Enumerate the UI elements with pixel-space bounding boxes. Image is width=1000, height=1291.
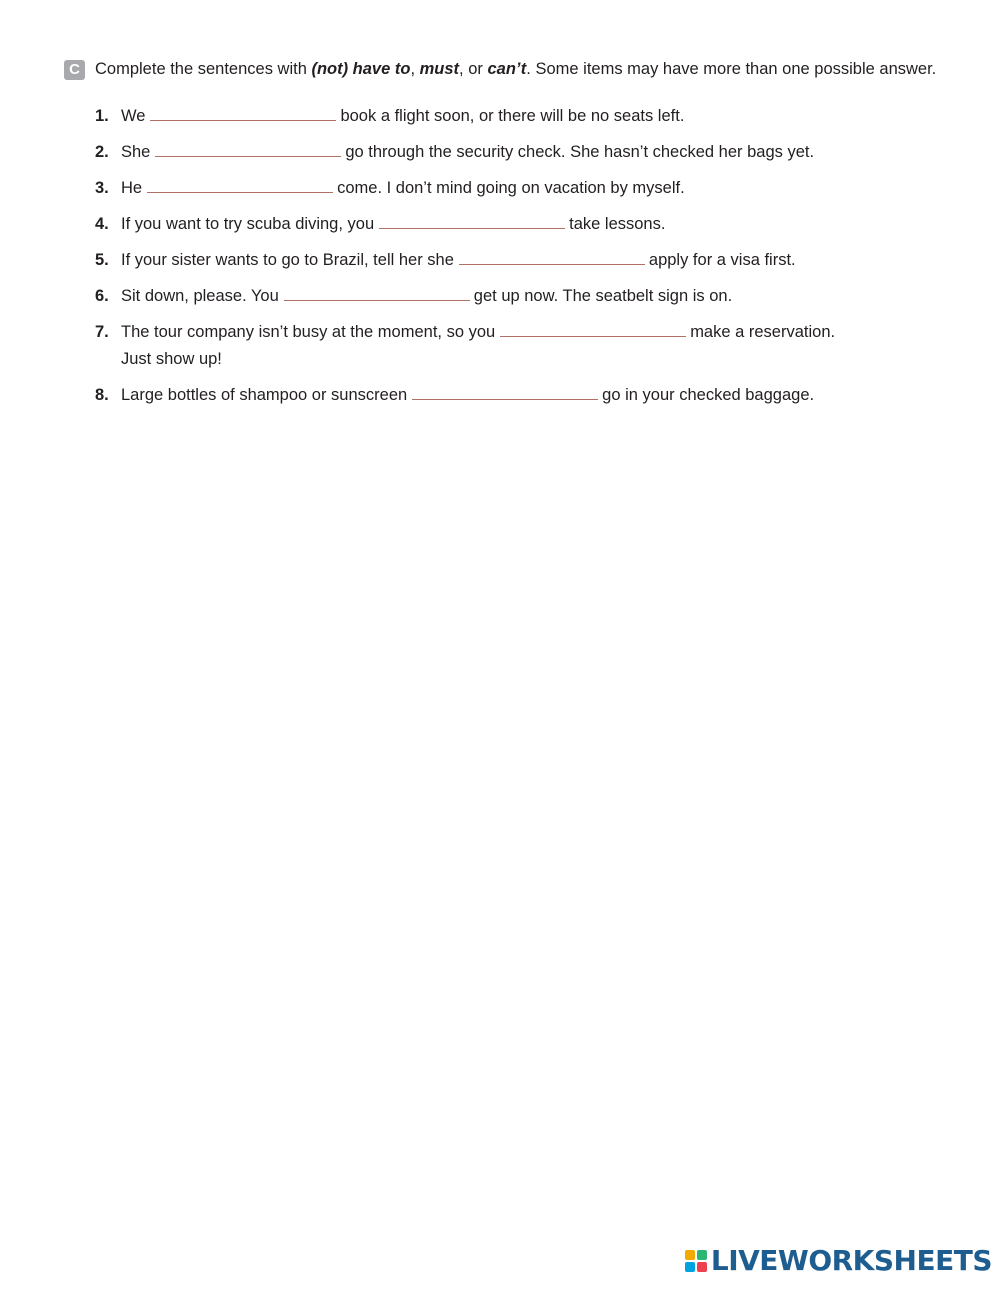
answer-blank-8[interactable] — [412, 383, 598, 400]
item-number: 2. — [95, 143, 109, 161]
logo-grid-cell — [697, 1250, 707, 1260]
item-text-before: Sit down, please. You — [121, 287, 279, 305]
logo-grid-cell — [697, 1262, 707, 1272]
item-text-after: take lessons. — [569, 215, 666, 233]
item-text-before: She — [121, 143, 151, 161]
list-item-8 — [95, 382, 944, 409]
list-item-5 — [95, 247, 944, 274]
list-item-4 — [95, 211, 944, 238]
keyword-must: must — [419, 60, 460, 78]
item-continuation: Just show up! — [121, 350, 222, 368]
list-item-3 — [95, 175, 944, 202]
item-text-after: go through the security check. She hasn’t checked her bags yet. — [345, 143, 815, 161]
list-item-7 — [95, 319, 944, 373]
instruction-row — [64, 58, 944, 81]
logo-grid-cell — [685, 1250, 695, 1260]
keyword-not-have-to: (not) have to — [311, 60, 411, 78]
logo-grid-icon — [685, 1250, 707, 1272]
answer-blank-4[interactable] — [379, 212, 565, 229]
item-number: 3. — [95, 179, 109, 197]
item-number: 5. — [95, 251, 109, 269]
item-text-after: book a flight soon, or there will be no seats left. — [340, 107, 685, 125]
logo-text: LIVEWORKSHEETS — [710, 1244, 992, 1277]
instruction-text: Complete the sentences with (not) have to, must, or can’t. Some items may have more than one possible answer. — [95, 60, 937, 78]
item-list — [64, 103, 944, 409]
list-item-2 — [95, 139, 944, 166]
item-text-before: If you want to try scuba diving, you — [121, 215, 375, 233]
list-item-6 — [95, 283, 944, 310]
answer-blank-7[interactable] — [500, 320, 686, 337]
item-text-after: come. I don’t mind going on vacation by myself. — [337, 179, 685, 197]
answer-blank-1[interactable] — [150, 104, 336, 121]
answer-blank-5[interactable] — [459, 248, 645, 265]
item-text-after: get up now. The seatbelt sign is on. — [473, 287, 733, 305]
exercise-c — [64, 58, 944, 418]
item-number: 8. — [95, 386, 109, 404]
item-text-before: If your sister wants to go to Brazil, tell her she — [121, 251, 454, 269]
item-number: 4. — [95, 215, 109, 233]
item-number: 7. — [95, 323, 109, 341]
logo-grid-cell — [685, 1262, 695, 1272]
answer-blank-2[interactable] — [155, 140, 341, 157]
item-number: 1. — [95, 107, 109, 125]
list-item-1 — [95, 103, 944, 130]
answer-blank-6[interactable] — [284, 284, 470, 301]
keyword-cant: can’t — [487, 60, 527, 78]
item-text-after: apply for a visa first. — [648, 251, 796, 269]
item-text-after: make a reservation. — [690, 323, 836, 341]
answer-blank-3[interactable] — [147, 176, 333, 193]
item-text-before: The tour company isn’t busy at the moment, so you — [121, 323, 496, 341]
liveworksheets-logo — [685, 1244, 992, 1277]
item-text-before: We — [121, 107, 146, 125]
exercise-badge: C — [64, 60, 85, 80]
item-text-before: He — [121, 179, 143, 197]
item-text-before: Large bottles of shampoo or sunscreen — [121, 386, 408, 404]
item-text-after: go in your checked baggage. — [602, 386, 815, 404]
item-number: 6. — [95, 287, 109, 305]
